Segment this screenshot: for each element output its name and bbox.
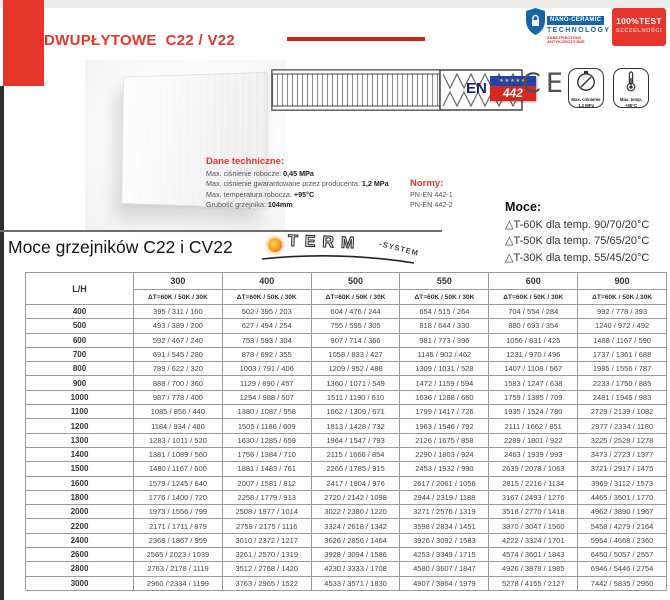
power-cell: 1985 / 1556 / 787 [578, 362, 667, 376]
power-cell: 395 / 311 / 160 [134, 305, 223, 319]
power-cell: 1058 / 833 / 427 [311, 347, 400, 361]
column-header-600: 600 [489, 273, 578, 290]
power-conditions-block [505, 200, 649, 266]
power-cell: 2763 / 2178 / 1119 [134, 562, 223, 576]
power-cell: 4253 / 3349 / 1715 [400, 548, 489, 562]
column-header-550: 550 [400, 273, 489, 290]
power-cell: 627 / 494 / 254 [222, 319, 311, 333]
power-cell: 1472 / 1159 / 594 [400, 376, 489, 390]
power-cell: 6450 / 5057 / 2557 [578, 548, 667, 562]
delta-subheader: ΔT=60K / 50K / 30K [222, 290, 311, 305]
power-cell: 1759 / 1385 / 709 [489, 390, 578, 404]
power-cell: 1505 / 1186 / 609 [222, 419, 311, 433]
power-cell: 4230 / 3333 / 1708 [311, 562, 400, 576]
temp-caption-1: Max. temp. [619, 97, 643, 102]
power-cell: 2368 / 1867 / 959 [134, 533, 223, 547]
max-temp-icon [613, 68, 649, 108]
power-cell: 753 / 593 / 304 [222, 333, 311, 347]
power-cell: 654 / 515 / 264 [400, 305, 489, 319]
row-header: 600 [26, 333, 134, 347]
table-row [26, 305, 667, 319]
power-cell: 592 / 467 / 240 [134, 333, 223, 347]
power-cell: 981 / 773 / 396 [400, 333, 489, 347]
power-cell: 2977 / 2334 / 1180 [578, 419, 667, 433]
power-cell: 987 / 778 / 400 [134, 390, 223, 404]
shield-icon [526, 8, 545, 48]
power-cell: 907 / 714 / 366 [311, 333, 400, 347]
power-cell: 3225 / 2528 / 1278 [578, 433, 667, 447]
logo-name: TERM [287, 232, 362, 253]
power-cell: 3870 / 3047 / 1560 [489, 519, 578, 533]
power-condition-item: △T-60K dla temp. 90/70/20°C [505, 219, 650, 231]
pressure-caption-2: 1,2 MPa [577, 102, 594, 108]
test-line2: SZCZELNOŚCI [615, 28, 663, 34]
row-header: 2600 [26, 548, 134, 562]
power-cell: 1231 / 970 / 496 [489, 347, 578, 361]
en-label: EN [466, 80, 487, 97]
power-cell: 2289 / 1801 / 922 [489, 433, 578, 447]
temp-caption-2: +95°C [624, 102, 638, 108]
table-row [26, 319, 667, 333]
logo-suffix: -SYSTEM [378, 239, 420, 258]
power-cell: 2463 / 1939 / 993 [489, 447, 578, 461]
power-cell: 1973 / 1556 / 799 [134, 505, 223, 519]
power-cell: 1583 / 1247 / 638 [489, 376, 578, 390]
left-edge-strip [0, 86, 4, 600]
power-cell: 3721 / 2917 / 1475 [578, 462, 667, 476]
power-cell: 1407 / 1108 / 567 [489, 362, 578, 376]
nano-line3: ZABEZPIECZONY ANTYKOROZYJNIE [547, 36, 585, 44]
table-row [26, 433, 667, 447]
power-cell: 2720 / 2142 / 1098 [311, 490, 400, 504]
power-cell: 1488 / 1167 / 590 [578, 333, 667, 347]
power-cell: 1511 / 1190 / 610 [311, 390, 400, 404]
power-cell: 1756 / 1384 / 710 [222, 447, 311, 461]
power-cell: 704 / 554 / 284 [489, 305, 578, 319]
power-cell: 878 / 692 / 355 [222, 347, 311, 361]
page-title: DWUPŁYTOWE C22 / V22 [44, 32, 236, 49]
power-cell: 2007 / 1581 / 812 [222, 476, 311, 490]
power-condition-item: △T-30K dla temp. 55/45/20°C [505, 251, 650, 264]
max-pressure-icon [568, 68, 604, 108]
tech-spec-item: Grubość grzejnika: 104mm [206, 200, 293, 210]
table-row [26, 405, 667, 419]
table-row [26, 333, 667, 347]
norms-heading: Normy: [410, 178, 444, 189]
power-cell: 2258 / 1779 / 913 [222, 490, 311, 504]
nano-ceramic-badge [526, 8, 611, 48]
power-cell: 4574 / 3601 / 1843 [489, 548, 578, 562]
power-conditions-list [505, 217, 649, 266]
power-cell: 755 / 595 / 305 [311, 319, 400, 333]
table-row [26, 476, 667, 490]
row-header: 700 [26, 347, 134, 361]
row-header: 1400 [26, 447, 134, 461]
power-cell: 4465 / 3501 / 1770 [578, 490, 667, 504]
nano-line2: TECHNOLOGY [547, 27, 611, 34]
en-number: 442 [490, 86, 536, 101]
power-cell: 818 / 644 / 330 [400, 319, 489, 333]
row-header: 900 [26, 376, 134, 390]
power-cell: 1129 / 890 / 457 [222, 376, 311, 390]
table-row [26, 390, 667, 404]
table-row [26, 419, 667, 433]
delta-subheader: ΔT=60K / 50K / 30K [311, 290, 400, 305]
power-cell: 1056 / 831 / 425 [489, 333, 578, 347]
power-cell: 1662 / 1309 / 671 [311, 405, 400, 419]
tech-specs-heading: Dane techniczne: [206, 156, 285, 167]
power-cell: 1964 / 1547 / 793 [311, 433, 400, 447]
power-cell: 2111 / 1662 / 851 [489, 419, 578, 433]
power-cell: 2290 / 1803 / 924 [400, 447, 489, 461]
table-row [26, 562, 667, 576]
power-cell: 3324 / 2618 / 1342 [311, 519, 400, 533]
norm-item: PN-EN 442-2 [410, 200, 453, 210]
tech-specs [206, 156, 416, 211]
power-cell: 502 / 395 / 203 [222, 305, 311, 319]
row-header: 1800 [26, 490, 134, 504]
power-cell: 1881 / 1483 / 761 [222, 462, 311, 476]
power-cell: 7442 / 5835 / 2950 [578, 576, 667, 590]
power-cell: 1003 / 791 / 406 [222, 362, 311, 376]
power-cell: 3926 / 3092 / 1583 [400, 533, 489, 547]
corner-header: L/H [26, 273, 134, 305]
power-cell: 3271 / 2576 / 1319 [400, 505, 489, 519]
norm-item: PN-EN 442-1 [410, 190, 453, 199]
power-cell: 2617 / 2061 / 1056 [400, 476, 489, 490]
power-cell: 3261 / 2570 / 1319 [222, 548, 311, 562]
power-cell: 1799 / 1417 / 726 [400, 405, 489, 419]
power-cell: 4222 / 3324 / 1701 [489, 533, 578, 547]
power-cell: 2453 / 1932 / 990 [400, 462, 489, 476]
power-cell: 691 / 545 / 280 [134, 347, 223, 361]
thermometer-icon [615, 79, 647, 96]
power-conditions-heading: Moce: [505, 200, 542, 214]
leak-test-badge [612, 8, 666, 46]
nano-line1: NANO-CERAMIC [547, 16, 604, 25]
power-cell: 3969 / 3112 / 1573 [578, 476, 667, 490]
table-row [26, 490, 667, 504]
row-header: 2200 [26, 519, 134, 533]
top-band [0, 0, 670, 8]
table-body [26, 305, 667, 591]
power-cell: 5458 / 4279 / 2164 [578, 519, 667, 533]
row-header: 2400 [26, 533, 134, 547]
tech-spec-item: Max. ciśnienie robocze: 0,45 MPa [206, 169, 314, 178]
power-cell: 3763 / 2965 / 1522 [222, 576, 311, 590]
power-cell: 1579 / 1245 / 640 [134, 476, 223, 490]
row-header: 500 [26, 319, 134, 333]
power-cell: 1309 / 1031 / 528 [400, 362, 489, 376]
term-system-logo [258, 231, 426, 269]
power-cell: 1085 / 856 / 440 [134, 405, 223, 419]
power-cell: 604 / 476 / 244 [311, 305, 400, 319]
power-cell: 2960 / 2334 / 1199 [134, 576, 223, 590]
power-cell: 5278 / 4155 / 2127 [489, 576, 578, 590]
row-header: 3000 [26, 576, 134, 590]
eu-stars: ★★★★★ [490, 76, 536, 86]
table-row [26, 519, 667, 533]
power-cell: 2729 / 2139 / 1082 [578, 405, 667, 419]
power-cell: 2266 / 1785 / 915 [311, 462, 400, 476]
row-header: 1100 [26, 405, 134, 419]
power-cell: 1184 / 934 / 480 [134, 419, 223, 433]
column-header-400: 400 [222, 273, 311, 290]
delta-subheader: ΔT=60K / 50K / 30K [578, 290, 667, 305]
power-cell: 1480 / 1167 / 600 [134, 462, 223, 476]
table-row [26, 447, 667, 461]
test-line1: 100%TEST [616, 16, 662, 26]
pressure-caption-1: Max. ciśnienie [571, 97, 601, 102]
power-cell: 3022 / 2380 / 1220 [311, 505, 400, 519]
tech-spec-item: Max. temperatura robocza: +95°C [206, 189, 315, 199]
power-cell: 1737 / 1361 / 688 [578, 347, 667, 361]
row-header: 800 [26, 362, 134, 376]
power-cell: 1145 / 902 / 462 [400, 347, 489, 361]
power-cell: 4907 / 3864 / 1979 [400, 576, 489, 590]
power-cell: 1813 / 1428 / 732 [311, 419, 400, 433]
power-cell: 1636 / 1288 / 660 [400, 390, 489, 404]
power-cell: 1935 / 1524 / 780 [489, 405, 578, 419]
row-header: 1500 [26, 462, 134, 476]
delta-subheader: ΔT=60K / 50K / 30K [489, 290, 578, 305]
power-cell: 4926 / 3878 / 1985 [489, 562, 578, 576]
power-cell: 2944 / 2319 / 1188 [400, 490, 489, 504]
power-cell: 3167 / 2493 / 1276 [489, 490, 578, 504]
row-header: 1300 [26, 433, 134, 447]
table-row [26, 533, 667, 547]
sun-icon [268, 238, 282, 252]
power-cell: 1209 / 952 / 488 [311, 362, 400, 376]
power-cell: 2759 / 2175 / 1116 [222, 519, 311, 533]
row-header: 2800 [26, 562, 134, 576]
power-cell: 992 / 778 / 393 [578, 305, 667, 319]
row-header: 2000 [26, 505, 134, 519]
table-header-row-sizes [26, 273, 667, 290]
power-cell: 2171 / 1711 / 879 [134, 519, 223, 533]
power-cell: 2565 / 2023 / 1039 [134, 548, 223, 562]
power-cell: 493 / 389 / 200 [134, 319, 223, 333]
pressure-gauge-icon [570, 79, 602, 96]
power-cell: 2639 / 2078 / 1063 [489, 462, 578, 476]
column-header-900: 900 [578, 273, 667, 290]
table-row [26, 376, 667, 390]
red-corner-block [3, 0, 44, 86]
column-header-300: 300 [134, 273, 223, 290]
ce-mark: CE [522, 68, 568, 99]
power-cell: 4533 / 3571 / 1830 [311, 576, 400, 590]
power-cell: 880 / 693 / 354 [489, 319, 578, 333]
tech-specs-list [206, 169, 416, 211]
power-cell: 5954 / 4668 / 2360 [578, 533, 667, 547]
power-cell: 3626 / 2856 / 1464 [311, 533, 400, 547]
power-cell: 2815 / 2216 / 1134 [489, 476, 578, 490]
delta-subheader: ΔT=60K / 50K / 30K [134, 290, 223, 305]
power-cell: 3928 / 3094 / 1586 [311, 548, 400, 562]
power-cell: 2417 / 1904 / 976 [311, 476, 400, 490]
delta-subheader: ΔT=60K / 50K / 30K [400, 290, 489, 305]
tech-spec-item: Max. ciśnienie gwarantowane przez producenta: 1,2 MPa [206, 179, 389, 189]
table-row [26, 347, 667, 361]
power-cell: 1963 / 1546 / 792 [400, 419, 489, 433]
row-header: 1200 [26, 419, 134, 433]
power-cell: 1254 / 988 / 507 [222, 390, 311, 404]
column-header-500: 500 [311, 273, 400, 290]
section-title: Moce grzejników C22 i CV22 [8, 237, 233, 257]
row-header: 400 [26, 305, 134, 319]
row-header: 1600 [26, 476, 134, 490]
power-cell: 1381 / 1089 / 560 [134, 447, 223, 461]
power-cell: 3518 / 2770 / 1418 [489, 505, 578, 519]
table-row [26, 548, 667, 562]
power-cell: 4962 / 3890 / 1967 [578, 505, 667, 519]
power-cell: 4580 / 3607 / 1847 [400, 562, 489, 576]
power-cell: 3010 / 2372 / 1217 [222, 533, 311, 547]
power-condition-item: △T-50K dla temp. 75/65/20°C [505, 235, 650, 248]
table-row [26, 362, 667, 376]
power-cell: 1380 / 1087 / 558 [222, 405, 311, 419]
power-cell: 2115 / 1666 / 854 [311, 447, 400, 461]
power-cell: 2481 / 1945 / 983 [578, 390, 667, 404]
power-cell: 6946 / 5446 / 2754 [578, 562, 667, 576]
power-cell: 1240 / 972 / 492 [578, 319, 667, 333]
norms-block [410, 178, 453, 210]
power-cell: 2508 / 1977 / 1014 [222, 505, 311, 519]
red-divider-line [287, 37, 425, 41]
power-cell: 3512 / 2768 / 1420 [222, 562, 311, 576]
power-cell: 1360 / 1071 / 549 [311, 376, 400, 390]
power-table [25, 272, 667, 591]
row-header: 1000 [26, 390, 134, 404]
norms-list [410, 190, 453, 210]
power-cell: 1630 / 1285 / 659 [222, 433, 311, 447]
table-row [26, 505, 667, 519]
power-cell: 3473 / 2723 / 1377 [578, 447, 667, 461]
power-cell: 789 / 622 / 320 [134, 362, 223, 376]
table-row [26, 462, 667, 476]
table-row [26, 576, 667, 590]
power-cell: 2233 / 1750 / 885 [578, 376, 667, 390]
power-cell: 3598 / 2834 / 1451 [400, 519, 489, 533]
power-cell: 888 / 700 / 360 [134, 376, 223, 390]
power-cell: 1283 / 1011 / 520 [134, 433, 223, 447]
power-cell: 1776 / 1400 / 720 [134, 490, 223, 504]
power-cell: 2126 / 1675 / 858 [400, 433, 489, 447]
